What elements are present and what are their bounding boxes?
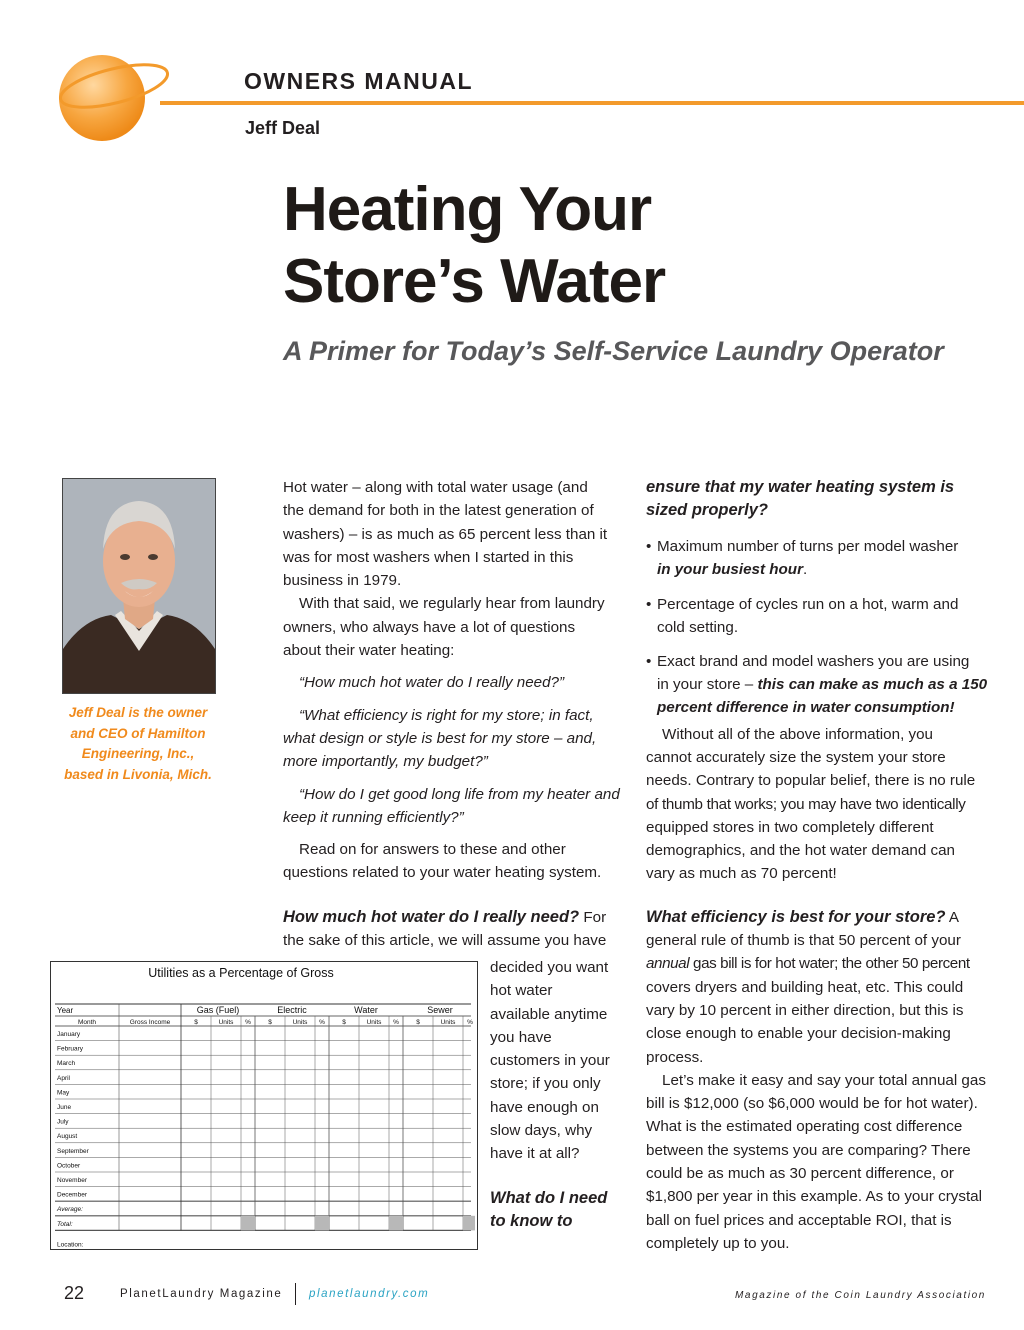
bullet-item <box>646 535 986 582</box>
text-line: sized properly? <box>646 501 768 520</box>
text-line: percent difference in water consumption! <box>657 699 955 717</box>
text-fragment: annual <box>646 955 690 973</box>
author-byline: Jeff Deal <box>245 118 321 138</box>
text-fragment: A <box>945 908 960 926</box>
text-line: questions related to your water heating system. <box>283 864 602 882</box>
text-line: needs. Contrary to popular belief, there is no rule <box>646 772 976 790</box>
form-month-header: Month <box>77 1019 97 1026</box>
text-line: have it at all? <box>490 1145 580 1163</box>
form-month-label: January <box>57 1031 81 1038</box>
text-line: Percentage of cycles run on a hot, warm and <box>657 596 959 614</box>
text-line: What is the estimated operating cost difference <box>646 1118 963 1136</box>
subhead-efficiency: What efficiency is best for your store? <box>646 907 946 926</box>
footer-magazine-name: PlanetLaundry Magazine <box>120 1288 283 1300</box>
text-line: cold setting. <box>657 619 739 637</box>
text-line: cannot accurately size the system your store <box>646 748 946 766</box>
paragraph-annual-gas <box>646 1069 986 1255</box>
quote-2 <box>283 704 623 774</box>
form-subheader: % <box>245 1019 251 1026</box>
text-line: covers dryers and building heat, etc. This could <box>646 978 964 996</box>
text-line: was for most washers when I started in this <box>283 548 574 566</box>
form-subheader: % <box>467 1019 473 1026</box>
text-line: process. <box>646 1048 704 1066</box>
caption-line: based in Livonia, Mich. <box>64 766 212 782</box>
text-line: “How do I get good long life from my heater and <box>299 785 620 803</box>
header-rule <box>160 101 1024 105</box>
text-line: general rule of thumb is that 50 percent of your <box>646 932 961 950</box>
text-line: what design or style is best for my store – and, <box>283 729 597 747</box>
text-line: bill is $12,000 (so $6,000 would be for hot water). <box>646 1095 978 1113</box>
bullet-icon: • <box>646 596 652 614</box>
text-line: about their water heating: <box>283 642 455 660</box>
form-subheader: $ <box>342 1019 346 1026</box>
form-gross-header: Gross Income <box>129 1019 171 1026</box>
text-fragment: gas bill is for hot water; the other 50 percent <box>689 955 970 973</box>
quote-3 <box>283 783 623 830</box>
body-column-1 <box>283 476 623 952</box>
form-shaded-cell <box>241 1216 255 1231</box>
text-fragment: this can make as much as a 150 <box>757 676 988 694</box>
subhead-sizing-continued <box>646 476 986 523</box>
planet-logo-icon <box>58 52 170 144</box>
form-month-label: August <box>57 1133 78 1141</box>
form-group-header: Sewer <box>427 1005 453 1015</box>
text-fragment: For <box>579 908 607 926</box>
form-subheader: Units <box>218 1019 234 1026</box>
form-month-label: November <box>57 1177 87 1184</box>
form-shaded-cell <box>315 1216 329 1231</box>
form-year-label: Year <box>57 1006 74 1015</box>
form-shaded-cell <box>389 1216 403 1231</box>
text-line: Exact brand and model washers you are using <box>657 652 970 670</box>
form-month-label: April <box>57 1074 71 1082</box>
text-line: “How much hot water do I really need?” <box>299 674 565 692</box>
text-line: could be as much as 30 percent difference, or <box>646 1165 954 1183</box>
text-line: With that said, we regularly hear from laundry <box>299 595 605 613</box>
title-line-2: Store’s Water <box>283 247 666 316</box>
text-fragment: in your store – <box>657 676 758 694</box>
text-line: $1,800 per year in this example. As to your crystal <box>646 1188 982 1206</box>
caption-line: and CEO of Hamilton <box>70 725 206 741</box>
form-title: Utilities as a Percentage of Gross <box>148 966 334 980</box>
form-average-label: Average: <box>57 1206 83 1214</box>
text-fragment: . <box>802 560 808 578</box>
text-line: of thumb that works; you may have two identically <box>646 795 966 813</box>
form-subheader: % <box>393 1019 399 1026</box>
text-line: washers) – is as much as 65 percent less than it <box>283 525 608 543</box>
text-line: Maximum number of turns per model washer <box>657 537 959 555</box>
form-group-header: Electric <box>277 1005 307 1015</box>
form-subheader: $ <box>194 1019 198 1026</box>
quote-1 <box>283 671 623 694</box>
paragraph-sizing <box>646 723 986 886</box>
text-line: have enough on <box>490 1098 599 1116</box>
text-line: Without all of the above information, you <box>662 725 933 743</box>
text-line: slow days, why <box>490 1122 593 1140</box>
form-month-label: July <box>57 1118 69 1126</box>
text-line: Hot water – along with total water usage (and <box>283 479 588 496</box>
form-subheader: % <box>319 1019 325 1026</box>
form-month-label: September <box>57 1147 89 1155</box>
text-line: to know to <box>490 1211 573 1230</box>
form-month-label: December <box>57 1191 87 1199</box>
text-line: hot water <box>490 982 553 1000</box>
text-line: the sake of this article, we will assume you have <box>283 932 607 950</box>
text-line: customers in your <box>490 1052 610 1070</box>
form-location-label: Location: <box>57 1241 84 1247</box>
form-month-label: February <box>57 1045 84 1053</box>
footer-divider <box>295 1283 296 1305</box>
text-line: completely up to you. <box>646 1234 790 1252</box>
bullet-item <box>646 593 986 640</box>
utilities-form <box>50 961 478 1250</box>
paragraph-efficiency <box>646 906 986 1069</box>
form-grid <box>51 962 475 1247</box>
text-line: close enough to enable your decision-making <box>646 1025 951 1043</box>
author-photo <box>62 478 216 694</box>
text-fragment: in your busiest hour <box>657 560 803 578</box>
text-line: store; if you only <box>490 1075 601 1093</box>
form-subheader: Units <box>366 1019 382 1026</box>
text-line: between the systems you are comparing? There <box>646 1141 971 1159</box>
form-total-label: Total: <box>57 1220 73 1228</box>
text-line: keep it running efficiently?” <box>283 808 464 826</box>
caption-line: Engineering, Inc., <box>81 746 195 761</box>
footer-url-link[interactable]: planetlaundry.com <box>309 1288 430 1300</box>
title-line-1: Heating Your <box>283 175 652 244</box>
form-month-label: October <box>57 1162 81 1170</box>
text-line: equipped stores in two completely different <box>646 818 934 836</box>
bullet-icon: • <box>646 537 652 555</box>
text-line: you have <box>490 1028 552 1046</box>
text-line: available anytime <box>490 1005 608 1023</box>
article-subtitle: A Primer for Today’s Self-Service Laundry Operator <box>283 336 944 366</box>
text-line: more importantly, my budget?” <box>283 753 488 771</box>
bullet-item <box>646 650 986 720</box>
form-shaded-cell <box>463 1216 475 1231</box>
photo-caption <box>52 703 224 785</box>
paragraph-questions-intro <box>283 592 623 662</box>
form-subheader: $ <box>416 1019 420 1026</box>
form-subheader: Units <box>292 1019 308 1026</box>
article-title <box>283 174 665 318</box>
bullet-icon: • <box>646 652 652 670</box>
text-line: vary as much as 70 percent! <box>646 865 837 883</box>
text-line: What do I need <box>490 1188 608 1207</box>
subhead-what-do-i-need <box>490 1187 620 1234</box>
form-group-header: Water <box>354 1005 378 1015</box>
text-line: owners, who always have a lot of questions <box>283 618 576 636</box>
footer-association: Magazine of the Coin Laundry Association <box>735 1290 986 1301</box>
text-line: demographics, and the hot water demand can <box>646 842 956 860</box>
paragraph-read-on <box>283 838 623 885</box>
text-line: Read on for answers to these and other <box>299 841 566 859</box>
section-label: OWNERS MANUAL <box>244 68 474 94</box>
text-line: Let’s make it easy and say your total annual gas <box>662 1071 986 1089</box>
text-line: ball on fuel prices and acceptable ROI, that is <box>646 1211 952 1229</box>
text-line: business in 1979. <box>283 572 402 590</box>
body-column-2 <box>646 476 986 1255</box>
subhead-hot-water: How much hot water do I really need? <box>283 907 580 926</box>
form-subheader: Units <box>440 1019 456 1026</box>
body-column-1-narrow <box>490 956 620 1233</box>
form-month-label: May <box>57 1089 70 1097</box>
text-line: “What efficiency is right for my store; in fact, <box>299 706 594 724</box>
paragraph-hot-water <box>283 906 623 953</box>
paragraph-intro <box>283 476 623 592</box>
form-subheader: $ <box>268 1019 272 1026</box>
text-line: ensure that my water heating system is <box>646 478 955 496</box>
form-group-header: Gas (Fuel) <box>196 1005 240 1015</box>
text-line: decided you want <box>490 959 609 976</box>
form-month-label: June <box>57 1104 72 1111</box>
caption-line: Jeff Deal is the owner <box>68 705 208 720</box>
page-number: 22 <box>64 1283 85 1303</box>
form-month-label: March <box>57 1060 76 1068</box>
text-line: vary by 10 percent in either direction, but this is <box>646 1001 964 1019</box>
text-line: the demand for both in the latest generation of <box>283 502 594 520</box>
